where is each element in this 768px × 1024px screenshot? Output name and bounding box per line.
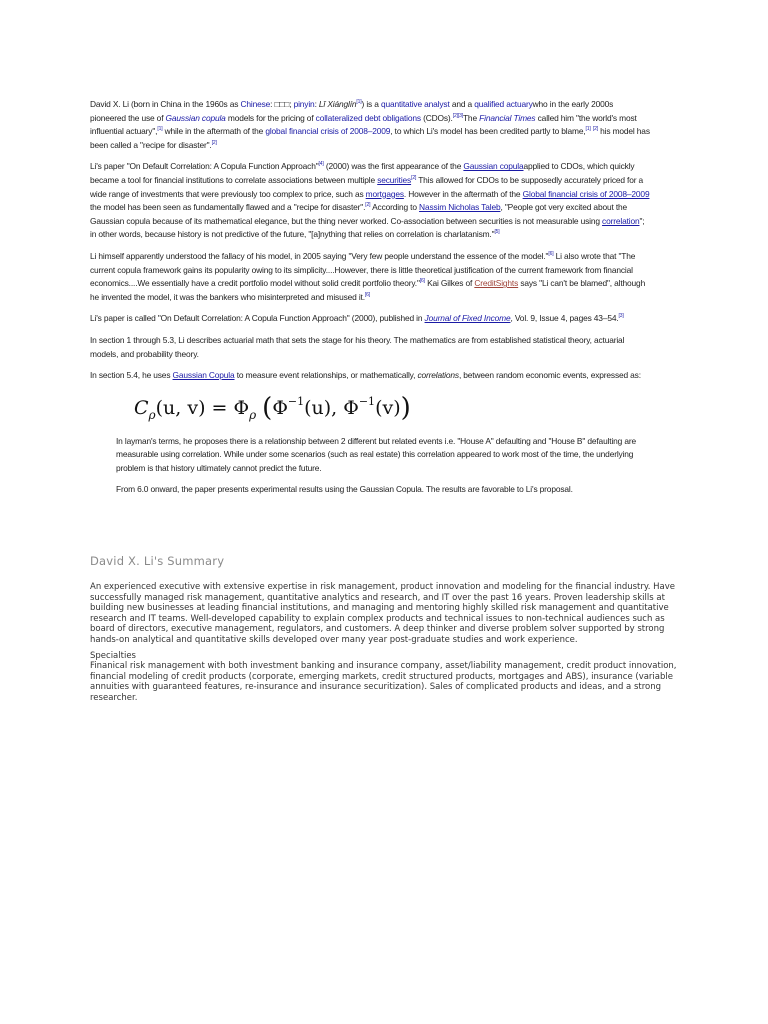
- text: his model has been called a "recipe for disaster".: [90, 126, 650, 150]
- formula-part: ): [400, 392, 411, 423]
- publication-paragraph: [90, 312, 650, 326]
- citation-ref[interactable]: [2]: [411, 175, 417, 182]
- citation-ref[interactable]: [1]: [356, 99, 362, 106]
- formula-part: (u), Φ: [304, 396, 359, 419]
- text: Li himself apparently understood the fallacy of his model, in 2005 saying "Very few people understand the essence of the model.": [90, 250, 549, 261]
- link-global-financial-crisis[interactable]: Global financial crisis of 2008–2009: [522, 188, 650, 199]
- explanation-block: [90, 435, 650, 497]
- link-quantitative-analyst[interactable]: quantitative analyst: [380, 99, 450, 109]
- link-securities[interactable]: securities: [377, 174, 412, 185]
- formula-part: C: [134, 396, 149, 419]
- citation-ref[interactable]: [2]: [592, 126, 598, 133]
- link-gaussian-copula[interactable]: Gaussian copula: [463, 161, 524, 172]
- link-cdo[interactable]: collateralized debt obligations: [315, 112, 421, 123]
- citation-ref[interactable]: [1]: [157, 126, 163, 133]
- results-paragraph: From 6.0 onward, the paper presents experimental results using the Gaussian Copula. The results are favorable to Li's proposal.: [116, 484, 573, 495]
- citation-ref[interactable]: [2]: [365, 202, 371, 209]
- copula-paragraph: [90, 369, 650, 383]
- formula-part: ρ: [249, 407, 257, 422]
- formula-part: ρ: [148, 407, 156, 422]
- layman-paragraph: In layman's terms, he proposes there is a relationship between 2 different but related events i.e. "House A" defaulting and "House B" defaulting are measurable using correlation. While under some scenarios (such as real estate) this correlation appeared to work most of the time, the underlying problem is that history ultimately cannot predict the future.: [116, 435, 637, 473]
- text: Li's paper "On Default Correlation: A Copula Function Approach": [90, 161, 319, 172]
- text: According to: [370, 202, 420, 213]
- link-nassim-taleb[interactable]: Nassim Nicholas Taleb: [419, 202, 501, 213]
- text: : □□□;: [270, 99, 294, 109]
- link-global-financial-crisis[interactable]: global financial crisis of 2008–2009: [265, 126, 391, 137]
- text: ) is a: [361, 99, 381, 109]
- text: The: [462, 112, 480, 123]
- text: , "People got very excited about the Gaussian copula because of its mathematical elegance, but the thing never worked. Co-association between securities is not measurable using: [90, 202, 628, 226]
- citation-ref[interactable]: [1]: [585, 126, 591, 133]
- formula-part: −1: [358, 394, 376, 408]
- text: , Vol. 9, Issue 4, pages 43–54.: [510, 313, 619, 324]
- text: and a: [449, 99, 475, 109]
- link-gaussian-copula[interactable]: Gaussian Copula: [172, 370, 235, 381]
- text: This allowed for CDOs to be supposedly accurately priced for a wide range of investments that were previously too complex to price, such as: [90, 174, 644, 199]
- intro-paragraph: [90, 98, 650, 152]
- copula-formula: [134, 393, 650, 427]
- text: Li also wrote that "The current copula framework gains its popularity owing to its simplicity....However, there is little theoretical justification of the current framework from financial economics....We essentially have a credit portfolio model without solid credit portfolio theory.": [90, 250, 636, 289]
- summary-heading: David X. Li's Summary: [90, 554, 225, 568]
- text: says "Li can't be blamed", although he invented the model, it was the bankers who misinterpreted and misused it.: [90, 278, 646, 302]
- citation-ref[interactable]: [6]: [419, 278, 425, 285]
- text: :: [314, 99, 319, 109]
- text: while in the aftermath of the: [162, 126, 266, 137]
- citation-ref[interactable]: [2][3]: [452, 112, 463, 119]
- text: to measure event relationships, or mathematically,: [234, 370, 418, 381]
- text: "; in other words, because history is not predictive of the future, "[a]nything that relies on correlation is charlatanism.": [90, 215, 645, 240]
- formula-part: (: [262, 392, 273, 423]
- text: In section 5.4, he uses: [90, 370, 173, 381]
- paper-paragraph: [90, 160, 650, 242]
- specialties-label: Specialties: [90, 650, 136, 661]
- link-creditsights[interactable]: CreditSights: [474, 278, 519, 289]
- text: David X. Li (born in China in the 1960s as: [90, 99, 241, 109]
- link-correlation[interactable]: correlation: [602, 215, 640, 226]
- text: Li's paper is called "On Default Correlation: A Copula Function Approach" (2000), published in: [90, 313, 425, 324]
- link-qualified-actuary[interactable]: qualified actuary: [474, 99, 533, 109]
- summary-body: An experienced executive with extensive expertise in risk management, product innovation and modeling for the financial industry. Have successfully managed risk management, quantitative analytics and research, and IT over the past 16 years. Proven leadership skills at building new businesses at leading financial institutions, and managing and mentoring highly skilled risk management and quantitative research and IT teams. Well-developed capability to explain complex products and technical issues to non-technical audiences such as board of directors, executive management, regulators, and customers. A deep thinker and diverse problem solver supported by strong hands-on analytical and quantitative skills developed over many year post-graduate studies and work experience.: [90, 582, 675, 645]
- text: models for the pricing of: [225, 112, 316, 123]
- link-financial-times[interactable]: Financial Times: [479, 112, 536, 123]
- formula-part: Φ: [272, 396, 288, 419]
- summary-section: [90, 554, 680, 704]
- correlations-term: correlations: [417, 370, 459, 381]
- link-mortgages[interactable]: mortgages: [365, 188, 404, 199]
- text: , between random economic events, expressed as:: [458, 370, 641, 381]
- section-paragraph: In section 1 through 5.3, Li describes actuarial math that sets the stage for his theory. The mathematics are from established statistical theory, actuarial models, and probability theory.: [90, 334, 625, 359]
- formula-part: −1: [287, 394, 305, 408]
- text: (2000) was the first appearance of the: [323, 161, 464, 172]
- link-pinyin[interactable]: pinyin: [293, 99, 315, 109]
- citation-ref[interactable]: [3]: [618, 313, 624, 320]
- text: called him "the world's most influential actuary",: [90, 112, 637, 137]
- formula-part: (u, v) = Φ: [155, 396, 250, 419]
- text: applied to CDOs, which quickly became a tool for financial institutions to correlate associations between multiple: [90, 161, 635, 185]
- text: who in the early 2000s pioneered the use of: [90, 99, 614, 123]
- formula-part: (v): [375, 396, 401, 419]
- specialties-body: Finanical risk management with both investment banking and insurance company, asset/liability management, credit product innovation, financial modeling of credit products (corporate, emerging markets, credit structured products, mortgages and ABS), insurance (variable annuities with guaranteed features, re-insurance and insurance securitization). Sales of complicated products and ideas, and a strong researcher.: [90, 661, 677, 703]
- pinyin-value: Lǐ Xiánglín: [318, 99, 357, 109]
- citation-ref[interactable]: [5]: [494, 229, 500, 236]
- link-journal-fixed-income[interactable]: Journal of Fixed Income: [424, 313, 511, 324]
- text: Kai Gilkes of: [424, 278, 475, 289]
- citation-ref[interactable]: [4]: [318, 161, 324, 168]
- text: (CDOs).: [420, 112, 453, 123]
- citation-ref[interactable]: [6]: [548, 251, 554, 258]
- text: , to which Li's model has been credited partly to blame,: [390, 126, 586, 137]
- text: the model has been seen as fundamentally flawed and a "recipe for disaster".: [90, 202, 366, 213]
- text: . However in the aftermath of the: [403, 188, 523, 199]
- citation-ref[interactable]: [6]: [364, 291, 371, 298]
- link-gaussian-copula[interactable]: Gaussian copula: [165, 112, 226, 123]
- citation-ref[interactable]: [2]: [211, 139, 217, 146]
- article-body: [90, 98, 650, 505]
- link-chinese[interactable]: Chinese: [240, 99, 271, 109]
- fallacy-paragraph: [90, 250, 650, 304]
